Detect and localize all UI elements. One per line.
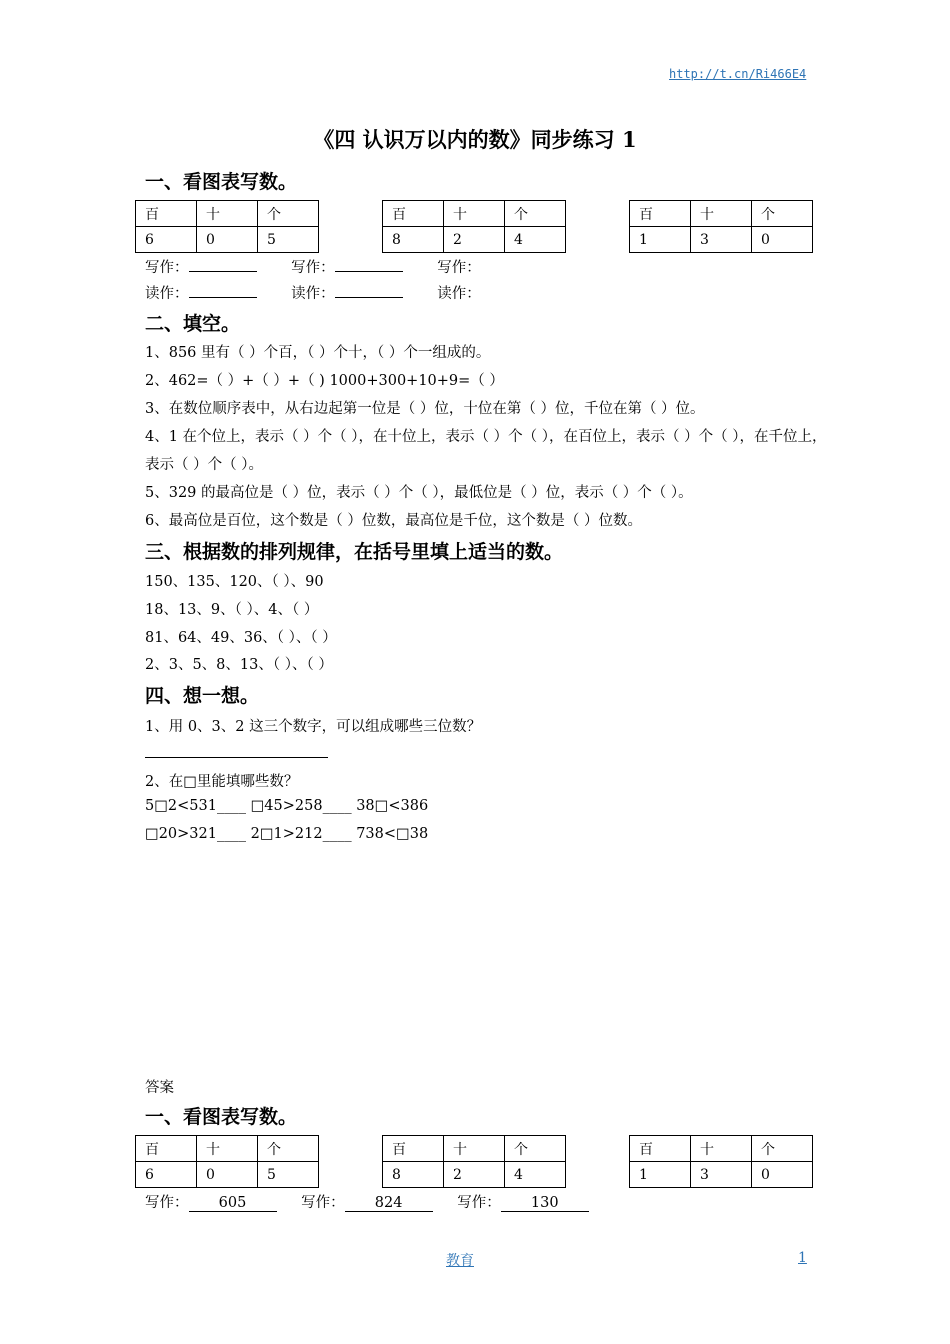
answer-label: 答案: [145, 1080, 174, 1096]
table-cell: 2: [444, 1162, 505, 1188]
fill-question: 4、1 在个位上，表示（ ）个（ ），在十位上，表示（ ）个（ ），在百位上，表示（ ）个（ ），在千位上，: [145, 429, 827, 445]
compare-row-1: [145, 798, 428, 814]
answer-value: 130: [501, 1195, 589, 1212]
sequence-question: 150、135、120、（ ）、90: [145, 574, 324, 590]
compare-item: 738<□38: [356, 826, 429, 842]
answer-table-2: [382, 1135, 566, 1188]
table-cell: 3: [691, 1162, 752, 1188]
sequence-question: 81、64、49、36、（ ）、（ ）: [145, 630, 337, 646]
sequence-question: 18、13、9、（ ）、4、（ ）: [145, 602, 319, 618]
read-label: 读作：: [145, 286, 189, 302]
answer-value: 824: [345, 1195, 433, 1212]
table-cell: 0: [197, 1162, 258, 1188]
answer-blank[interactable]: [189, 259, 257, 272]
compare-item: 2□1>212____: [250, 826, 352, 842]
table-cell: 4: [505, 1162, 566, 1188]
answer-blank[interactable]: [335, 259, 403, 272]
table-cell: 8: [383, 1162, 444, 1188]
table-cell: 0: [752, 1162, 813, 1188]
fill-question: 2、462=（ ）+（ ）+（ ) 1000+300+10+9=（ ）: [145, 373, 504, 389]
table-cell: 0: [197, 227, 258, 253]
write-label: 写作：: [457, 1195, 501, 1211]
table-header: 十: [691, 201, 752, 227]
table-header: 个: [258, 201, 319, 227]
think-question-1: 1、用 0、3、2 这三个数字，可以组成哪些三位数？: [145, 719, 482, 735]
table-header: 百: [136, 1136, 197, 1162]
read-label: 读作：: [291, 286, 335, 302]
compare-item: 38□<386: [356, 798, 429, 814]
table-header: 十: [691, 1136, 752, 1162]
table-header: 个: [258, 1136, 319, 1162]
write-label: 写作：: [301, 1195, 345, 1211]
sequence-question: 2、3、5、8、13、（ ）、（ ）: [145, 657, 333, 673]
table-header: 十: [444, 1136, 505, 1162]
table-cell: 8: [383, 227, 444, 253]
page-title: 《四 认识万以内的数》同步练习 1: [313, 127, 637, 152]
table-header: 个: [752, 1136, 813, 1162]
fill-question: 5、329 的最高位是（ ）位，表示（ ）个（ ），最低位是（ ）位，表示（ ）个（ ）。: [145, 485, 693, 501]
table-header: 百: [383, 1136, 444, 1162]
table-cell: 4: [505, 227, 566, 253]
table-header: 个: [505, 201, 566, 227]
page-number: 1: [798, 1250, 807, 1266]
place-value-table-2: [382, 200, 566, 253]
answer-blank[interactable]: [189, 285, 257, 298]
answer-table-1: [135, 1135, 319, 1188]
answer-write-row: [145, 1191, 589, 1212]
table-cell: 0: [752, 227, 813, 253]
table-header: 十: [444, 201, 505, 227]
table-cell: 6: [136, 1162, 197, 1188]
fill-question: 1、856 里有（ ）个百，（ ）个十，（ ）个一组成的。: [145, 345, 491, 361]
think-question-2: 2、在□里能填哪些数？: [145, 774, 299, 790]
answer-line[interactable]: [145, 757, 328, 758]
fill-question: 6、最高位是百位，这个数是（ ）位数，最高位是千位，这个数是（ ）位数。: [145, 513, 642, 529]
write-label: 写作：: [145, 260, 189, 276]
table-header: 十: [197, 1136, 258, 1162]
compare-item: □20>321____: [145, 826, 246, 842]
read-row: [145, 282, 481, 303]
fill-question: 3、在数位顺序表中，从右边起第一位是（ ）位，十位在第（ ）位，千位在第（ ）位。: [145, 401, 705, 417]
place-value-table-3: [629, 200, 813, 253]
table-header: 百: [136, 201, 197, 227]
write-label: 写作：: [437, 260, 481, 276]
table-cell: 2: [444, 227, 505, 253]
table-header: 个: [505, 1136, 566, 1162]
fill-question: 表示（ ）个（ ）。: [145, 457, 263, 473]
table-cell: 5: [258, 227, 319, 253]
write-label: 写作：: [145, 1195, 189, 1211]
compare-item: □45>258____: [250, 798, 352, 814]
compare-item: 5□2<531____: [145, 798, 246, 814]
table-cell: 3: [691, 227, 752, 253]
answer-table-3: [629, 1135, 813, 1188]
table-cell: 1: [630, 1162, 691, 1188]
section1-heading: 一、看图表写数。: [145, 171, 298, 193]
footer-link[interactable]: 教育: [446, 1253, 474, 1269]
table-header: 十: [197, 201, 258, 227]
table-header: 个: [752, 201, 813, 227]
write-label: 写作：: [291, 260, 335, 276]
write-row: [145, 256, 481, 277]
table-header: 百: [630, 1136, 691, 1162]
header-link[interactable]: http://t.cn/Ri466E4: [669, 67, 807, 81]
place-value-table-1: [135, 200, 319, 253]
answer-value: 605: [189, 1195, 277, 1212]
table-cell: 1: [630, 227, 691, 253]
table-header: 百: [383, 201, 444, 227]
compare-row-2: [145, 826, 428, 842]
table-cell: 6: [136, 227, 197, 253]
table-header: 百: [630, 201, 691, 227]
section2-heading: 二、填空。: [145, 313, 241, 335]
table-cell: 5: [258, 1162, 319, 1188]
answers-heading: 一、看图表写数。: [145, 1106, 298, 1128]
answer-blank[interactable]: [335, 285, 403, 298]
section4-heading: 四、想一想。: [145, 685, 260, 707]
read-label: 读作：: [437, 286, 481, 302]
section3-heading: 三、根据数的排列规律，在括号里填上适当的数。: [145, 541, 564, 563]
